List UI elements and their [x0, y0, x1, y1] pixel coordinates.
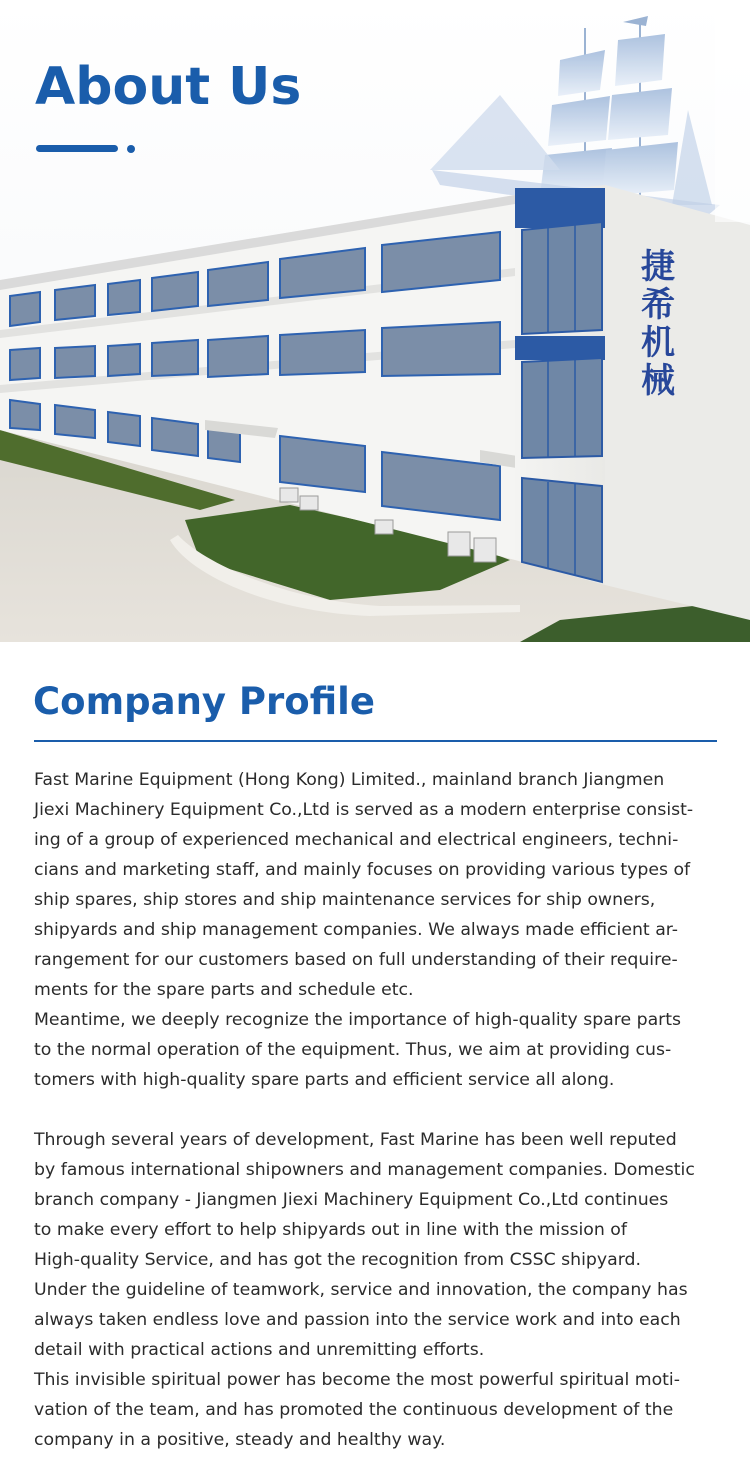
profile-text-line: High-quality Service, and has got the recognition from CSSC shipyard.	[34, 1250, 641, 1270]
profile-text-line: Jiexi Machinery Equipment Co.,Ltd is served as a modern enterprise consist-	[34, 800, 694, 820]
profile-text-line: branch company - Jiangmen Jiexi Machinery Equipment Co.,Ltd continues	[34, 1190, 669, 1210]
profile-text-line: tomers with high-quality spare parts and efficient service all along.	[34, 1070, 615, 1090]
profile-text-line: rangement for our customers based on full understanding of their require-	[34, 950, 678, 970]
profile-text-line: ments for the spare parts and schedule etc.	[34, 980, 414, 1000]
building-sign-char: 机	[641, 323, 675, 363]
hero-section	[0, 0, 750, 642]
profile-text-line: vation of the team, and has promoted the continuous development of the	[34, 1400, 674, 1420]
profile-text-line: by famous international shipowners and management companies. Domestic	[34, 1160, 695, 1180]
profile-text-line: to make every effort to help shipyards out in line with the mission of	[34, 1220, 627, 1240]
section-divider	[34, 740, 717, 742]
profile-text-line: to the normal operation of the equipment. Thus, we aim at providing cus-	[34, 1040, 672, 1060]
company-profile-text	[34, 765, 720, 1455]
about-us-title: About Us	[35, 57, 302, 117]
profile-text-line: Through several years of development, Fast Marine has been well reputed	[34, 1130, 677, 1150]
paragraph-gap	[34, 1095, 720, 1125]
building-sign-char: 械	[641, 361, 675, 401]
profile-text-line: ing of a group of experienced mechanical and electrical engineers, techni-	[34, 830, 679, 850]
profile-text-line: Meantime, we deeply recognize the importance of high-quality spare parts	[34, 1010, 682, 1030]
profile-text-line: Under the guideline of teamwork, service and innovation, the company has	[34, 1280, 688, 1300]
profile-text-line: shipyards and ship management companies. We always made efficient ar-	[34, 920, 679, 940]
profile-text-line: ship spares, ship stores and ship maintenance services for ship owners,	[34, 890, 656, 910]
profile-text-line: This invisible spiritual power has become the most powerful spiritual moti-	[34, 1370, 680, 1390]
title-underline	[36, 145, 118, 152]
profile-text-line: cians and marketing staff, and mainly focuses on providing various types of	[34, 860, 691, 880]
building-sign-char: 捷	[641, 247, 675, 287]
profile-text-line: Fast Marine Equipment (Hong Kong) Limited., mainland branch Jiangmen	[34, 770, 665, 790]
company-profile-title: Company Profile	[33, 680, 375, 723]
profile-text-line: always taken endless love and passion into the service work and into each	[34, 1310, 681, 1330]
profile-text-line: detail with practical actions and unremitting efforts.	[34, 1340, 485, 1360]
title-dot	[127, 145, 135, 153]
building-sign-char: 希	[641, 285, 675, 325]
profile-text-line: company in a positive, steady and healthy way.	[34, 1430, 446, 1450]
